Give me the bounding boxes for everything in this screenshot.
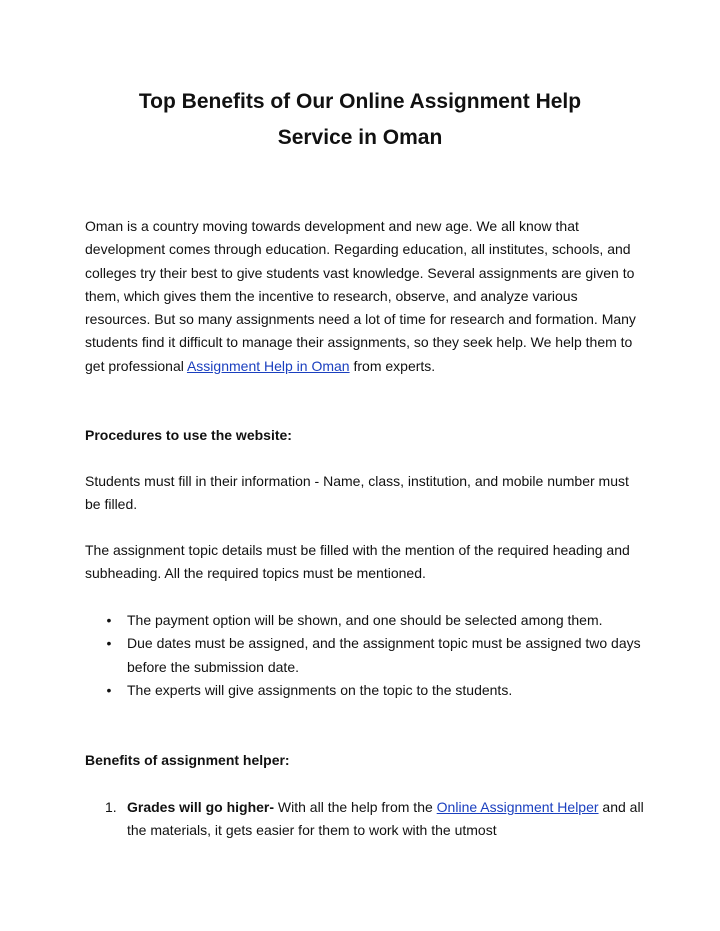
- bullet-icon: •: [106, 681, 112, 698]
- benefit-number: 1.: [105, 799, 117, 815]
- benefit-text: With all the help from the: [274, 799, 437, 815]
- procedure-bullet-list: [85, 609, 645, 702]
- bullet-item: [85, 679, 645, 702]
- online-assignment-helper-link[interactable]: Online Assignment Helper: [436, 799, 599, 815]
- benefits-heading: Benefits of assignment helper:: [85, 752, 290, 768]
- document-title: [60, 84, 660, 156]
- bullet-icon: •: [106, 612, 112, 628]
- benefits-list: [85, 796, 645, 843]
- benefit-text-end: and all the materials, it gets easier for them to work with the utmost: [127, 799, 644, 839]
- procedures-heading: Procedures to use the website:: [85, 427, 292, 443]
- bullet-icon: •: [106, 635, 112, 652]
- benefit-lead: Grades will go higher-: [127, 799, 275, 815]
- bullet-text: Due dates must be assigned, and the assignment topic must be assigned two days before the submission date.: [127, 635, 641, 675]
- procedure-paragraph-2: The assignment topic details must be filled with the mention of the required heading and subheading. All the required topics must be mentioned.: [85, 542, 630, 582]
- intro-text-end: from experts.: [349, 357, 436, 374]
- bullet-item: [85, 609, 645, 632]
- title-line-2: Service in Oman: [277, 126, 443, 149]
- intro-paragraph: [85, 215, 645, 378]
- intro-text: Oman is a country moving towards development and new age. We all know that development comes through education. Regarding education, all institutes, schools, and colleges try their best to give students vast knowledge. Several assignments are given to them, which gives them the incentive to research, observe, and analyze various resources. But so many assignments need a lot of time for research and formation. Many students find it difficult to manage their assignments, so they seek help. We help them to get professional: [85, 218, 636, 374]
- procedure-paragraph-1: Students must fill in their information - Name, class, institution, and mobile number must be filled.: [85, 473, 629, 513]
- bullet-text: The experts will give assignments on the topic to the students.: [127, 681, 513, 698]
- title-line-1: Top Benefits of Our Online Assignment Help: [138, 90, 582, 113]
- benefit-item: [85, 796, 645, 843]
- bullet-item: [85, 632, 645, 679]
- assignment-help-oman-link[interactable]: Assignment Help in Oman: [186, 357, 350, 374]
- bullet-text: The payment option will be shown, and one should be selected among them.: [127, 612, 603, 628]
